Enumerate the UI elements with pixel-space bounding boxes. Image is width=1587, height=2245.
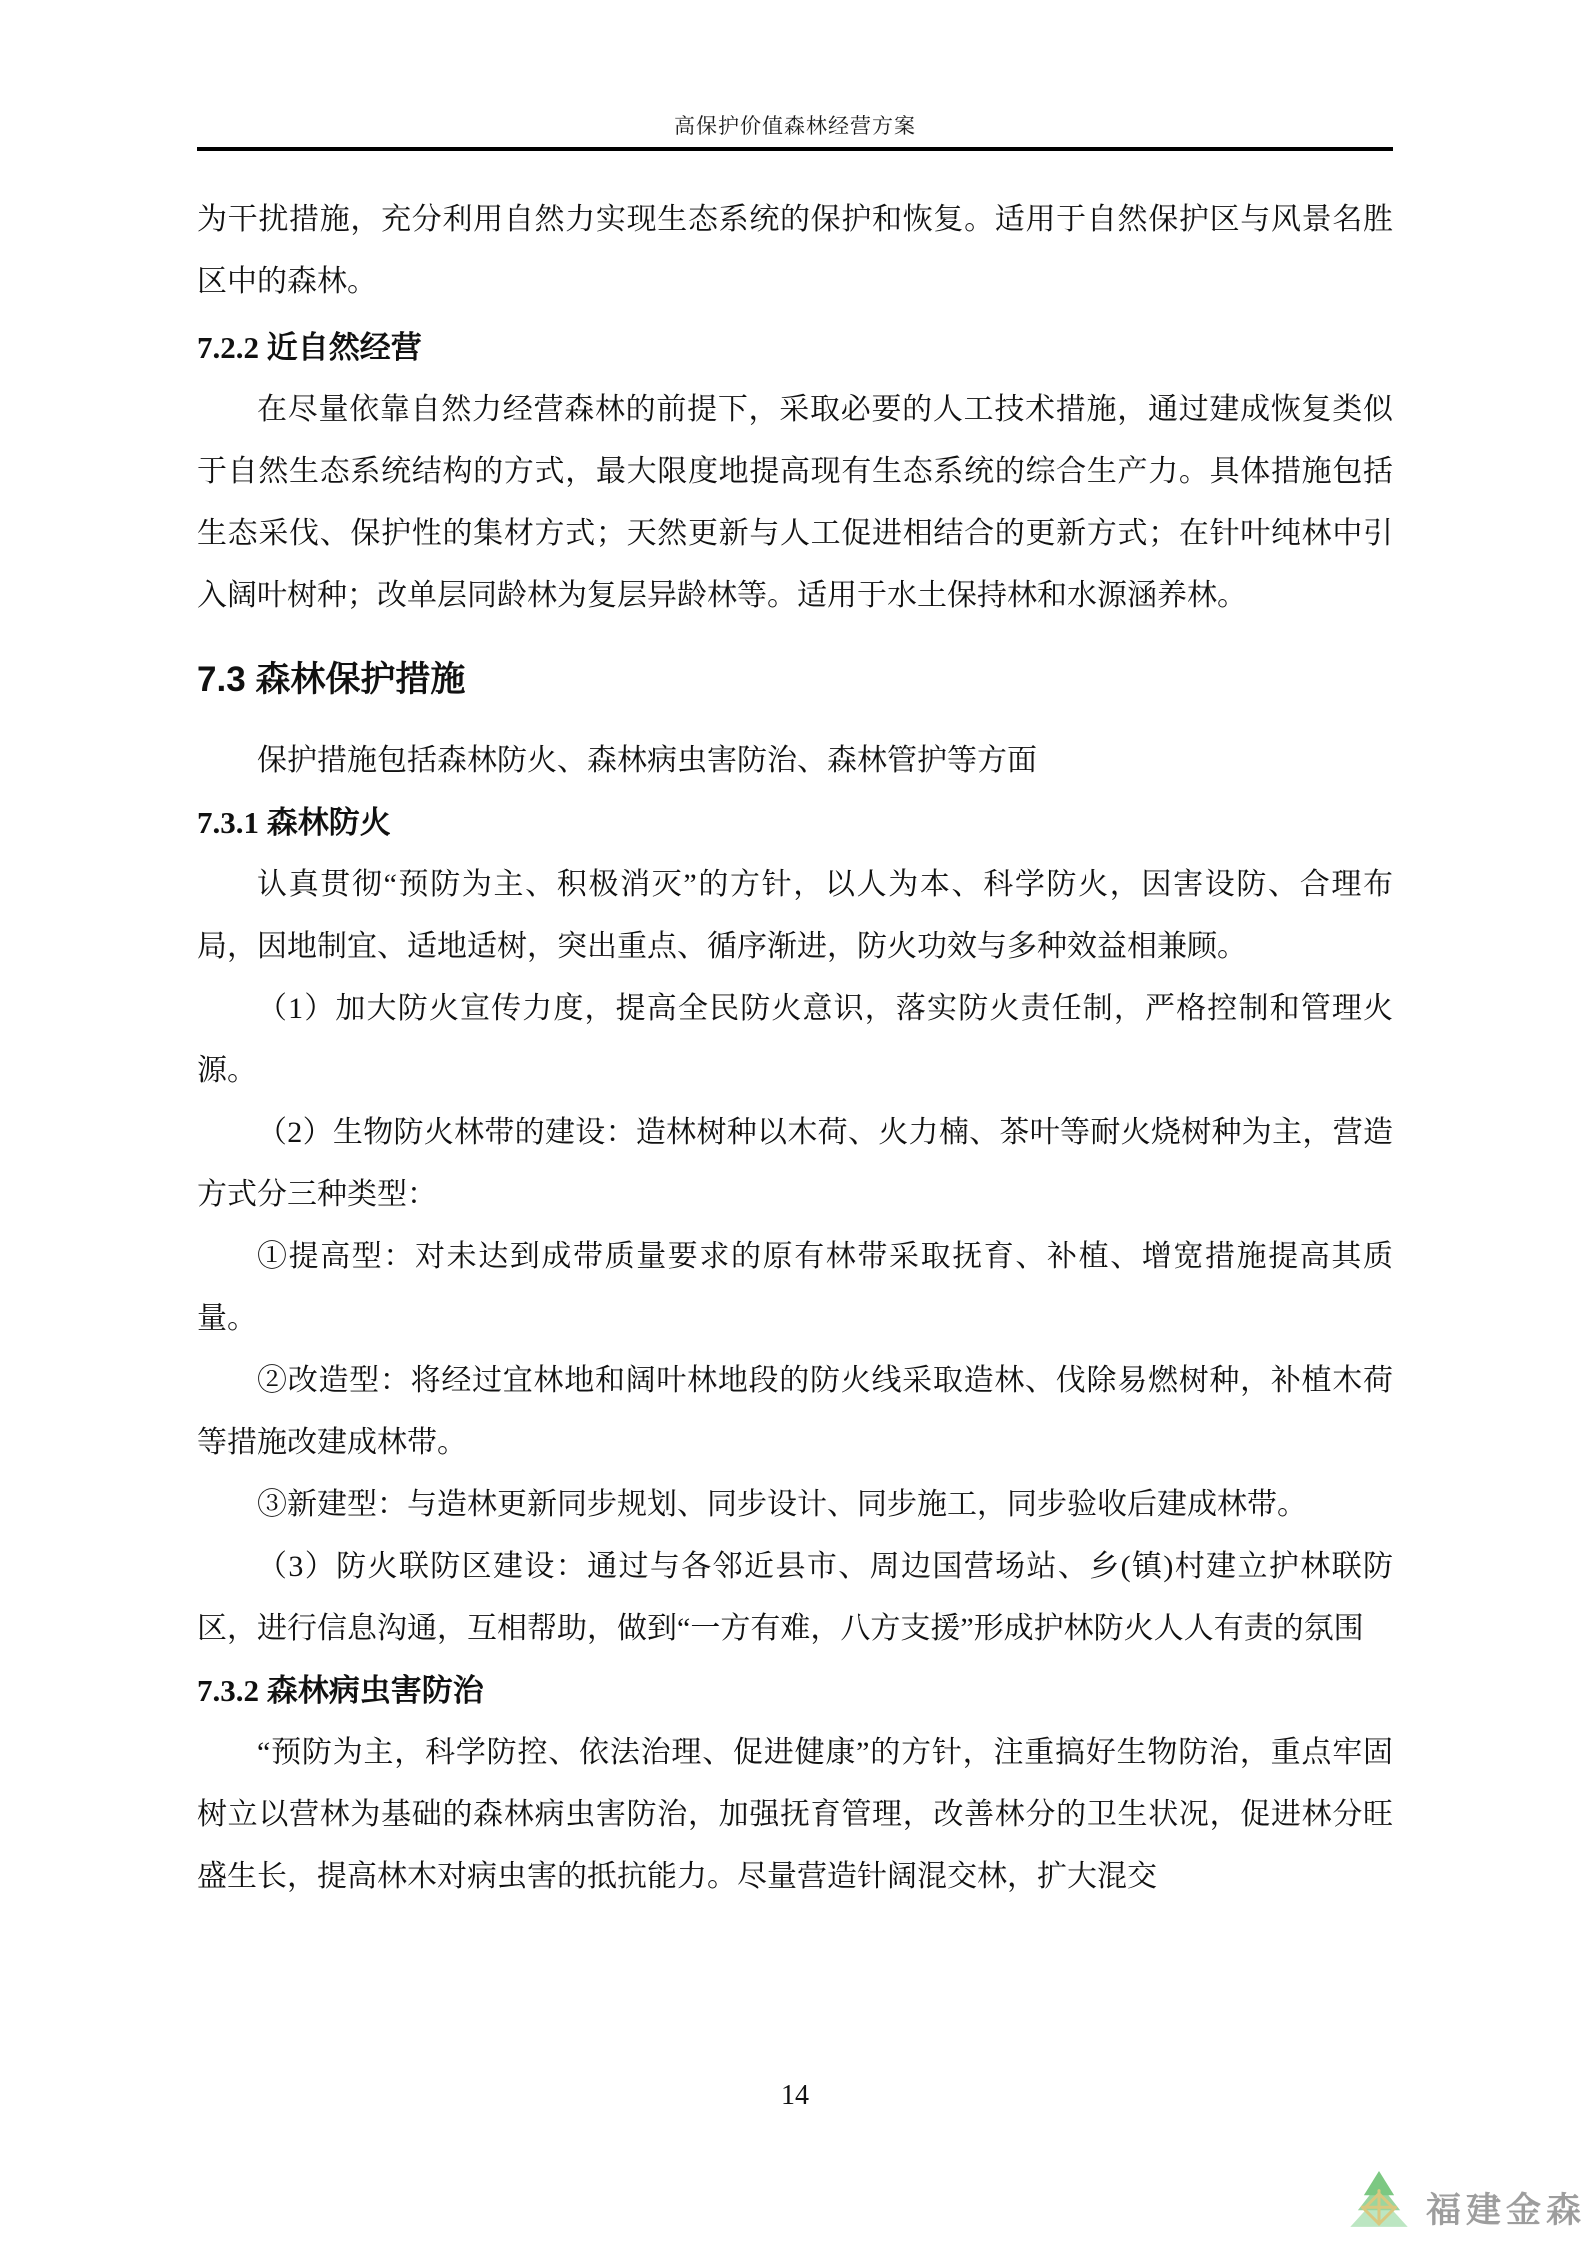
paragraph-7-3-1-policy: 认真贯彻“预防为主、积极消灭”的方针，以人为本、科学防火，因害设防、合理布局，因地制宜、适地适树，突出重点、循序渐进，防火功效与多种效益相兼顾。 bbox=[197, 868, 1393, 963]
heading-7-3-2: 7.3.2 森林病虫害防治 bbox=[197, 1673, 484, 1708]
document-body bbox=[197, 189, 1393, 1908]
header-rule bbox=[197, 147, 1393, 151]
paragraph-7-3-1-type2: ②改造型：将经过宜林地和阔叶林地段的防火线采取造林、伐除易燃树种，补植木荷等措施改建成林带。 bbox=[197, 1364, 1393, 1459]
paragraph-7-3-2: “预防为主，科学防控、依法治理、促进健康”的方针，注重搞好生物防治，重点牢固树立以营林为基础的森林病虫害防治，加强抚育管理，改善林分的卫生状况，促进林分旺盛生长，提高林木对病虫害的抵抗能力。尽量营造针阔混交林，扩大混交 bbox=[197, 1736, 1393, 1893]
page-number: 14 bbox=[781, 2080, 809, 2111]
company-name: 福建金森 bbox=[1426, 2191, 1587, 2230]
paragraph-7-3-intro: 保护措施包括森林防火、森林病虫害防治、森林管护等方面 bbox=[257, 744, 1037, 777]
heading-7-3: 7.3 森林保护措施 bbox=[197, 660, 466, 699]
paragraph-7-3-1-item2: （2）生物防火林带的建设：造林树种以木荷、火力楠、茶叶等耐火烧树种为主，营造方式分三种类型： bbox=[197, 1116, 1393, 1211]
paragraph-7-3-1-type1: ①提高型：对未达到成带质量要求的原有林带采取抚育、补植、增宽措施提高其质量。 bbox=[197, 1240, 1393, 1335]
paragraph-7-3-1-item1: （1）加大防火宣传力度，提高全民防火意识，落实防火责任制，严格控制和管理火源。 bbox=[197, 992, 1393, 1087]
continuation-paragraph: 为干扰措施，充分利用自然力实现生态系统的保护和恢复。适用于自然保护区与风景名胜区中的森林。 bbox=[197, 203, 1393, 298]
company-watermark bbox=[1340, 2168, 1586, 2236]
heading-7-2-2: 7.2.2 近自然经营 bbox=[197, 330, 422, 365]
paragraph-7-3-1-type3: ③新建型：与造林更新同步规划、同步设计、同步施工，同步验收后建成林带。 bbox=[257, 1488, 1307, 1521]
paragraph-7-2-2: 在尽量依靠自然力经营森林的前提下，采取必要的人工技术措施，通过建成恢复类似于自然生态系统结构的方式，最大限度地提高现有生态系统的综合生产力。具体措施包括生态采伐、保护性的集材方式；天然更新与人工促进相结合的更新方式；在针叶纯林中引入阔叶树种；改单层同龄林为复层异龄林等。适用于水土保持林和水源涵养林。 bbox=[197, 393, 1393, 612]
heading-7-3-1: 7.3.1 森林防火 bbox=[197, 805, 391, 840]
page-header-title: 高保护价值森林经营方案 bbox=[674, 114, 916, 138]
pine-tree-logo-icon bbox=[1340, 2168, 1418, 2236]
paragraph-7-3-1-item3: （3）防火联防区建设：通过与各邻近县市、周边国营场站、乡(镇)村建立护林联防区，进行信息沟通，互相帮助，做到“一方有难，八方支援”形成护林防火人人有责的氛围 bbox=[197, 1550, 1393, 1645]
